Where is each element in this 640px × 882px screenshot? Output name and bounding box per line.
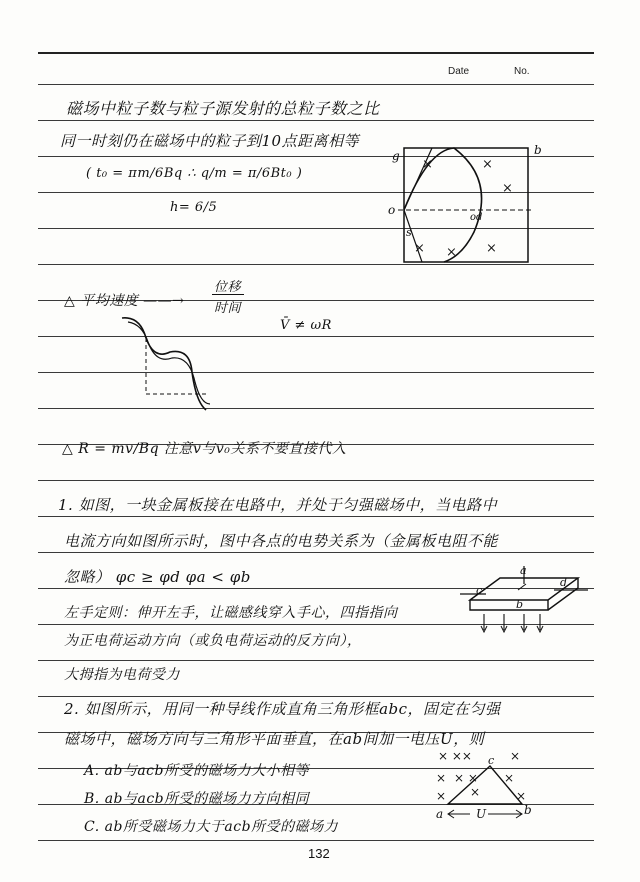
ruled-line [38, 516, 594, 517]
label-g: g [392, 149, 400, 163]
ruled-line [38, 480, 594, 481]
problem1-line-4: 左手定则：伸开左手，让磁感线穿入手心，四指指向 [64, 605, 398, 621]
problem1-line-3: 忽略） φc ≥ φd φa < φb [64, 568, 251, 586]
plate-label-c: c [476, 584, 483, 597]
no-label: No. [514, 66, 530, 77]
problem2-line-2: 磁场中，磁场方向与三角形平面垂直，在ab间加一电压U，则 [64, 730, 485, 748]
svg-text:× ××: × ×× [438, 749, 472, 763]
page-number: 132 [308, 846, 330, 861]
svg-text:×: × [516, 789, 527, 803]
problem1-line-5: 为正电荷运动方向（或负电荷运动的反方向）， [64, 633, 362, 649]
avg-velocity-top: 位移 [214, 280, 242, 295]
ruled-line [38, 696, 594, 697]
metal-plate-figure [460, 566, 590, 646]
problem1-line-2: 电流方向如图所示时，图中各点的电势关系为（金属板电阻不能 [64, 532, 499, 550]
triangle-label-c: c [488, 754, 495, 767]
ruled-line [38, 552, 594, 553]
ruled-line [38, 120, 594, 121]
svg-text:×: × [502, 181, 513, 196]
problem2-line-1: 2. 如图所示，用同一种导线作成直角三角形框abc，固定在匀强 [64, 700, 501, 718]
label-o: o [388, 203, 396, 217]
note-line-2: 同一时刻仍在磁场中的粒子到10点距离相等 [60, 132, 360, 150]
svg-text:×: × [446, 245, 457, 260]
ruled-line [38, 660, 594, 661]
label-od: od [470, 212, 483, 223]
svg-text:×: × [436, 771, 447, 785]
note-line-1: 磁场中粒子数与粒子源发射的总粒子数之比 [66, 99, 380, 118]
svg-text:×: × [504, 771, 515, 785]
formula-h: h= 6/5 [170, 200, 218, 215]
triangle-label-b: b [524, 803, 532, 817]
formula-t0: ( t₀ = πm/6Bq ∴ q/m = π/6Bt₀ ) [86, 166, 303, 181]
avg-velocity-label: △ 平均速度 ——→ [64, 293, 185, 309]
problem1-line-6: 大拇指为电荷受力 [64, 667, 180, 683]
date-label: Date [448, 66, 470, 77]
plate-label-b: b [516, 598, 524, 611]
svg-text:×: × [414, 241, 425, 256]
displacement-sketch [110, 312, 220, 422]
svg-text:×: × [422, 157, 433, 172]
svg-text:×: × [510, 749, 521, 763]
avg-velocity-bottom: 时间 [214, 301, 242, 316]
option-c: C. ab所受磁场力大于acb所受的磁场力 [84, 819, 339, 835]
problem1-line-1: 1. 如图，一块金属板接在电路中，并处于匀强磁场中，当电路中 [58, 496, 498, 514]
svg-text:×: × [482, 157, 493, 172]
label-b: b [534, 143, 542, 157]
option-b: B. ab与acb所受的磁场力方向相同 [84, 791, 310, 807]
ruled-line [38, 52, 594, 54]
svg-text:× ×: × × [454, 771, 478, 785]
magnetic-field-figure [384, 140, 544, 270]
plate-label-a: a [520, 564, 527, 577]
fraction-bar [212, 294, 244, 295]
ruled-line [38, 840, 594, 841]
velocity-note: V̄ ≠ ωR [280, 318, 332, 333]
radius-note: △ R = mv/Bq 注意v与v₀关系不要直接代入 [62, 441, 347, 457]
plate-label-d: d [560, 576, 568, 589]
triangle-label-a: a [436, 807, 444, 821]
option-a: A. ab与acb所受的磁场力大小相等 [84, 763, 309, 779]
svg-text:×: × [436, 789, 447, 803]
triangle-label-u: U [476, 807, 487, 821]
triangle-figure [430, 744, 550, 824]
svg-text:×: × [486, 241, 497, 256]
svg-text:×: × [470, 785, 481, 799]
label-s: s [406, 226, 412, 239]
ruled-line [38, 84, 594, 85]
